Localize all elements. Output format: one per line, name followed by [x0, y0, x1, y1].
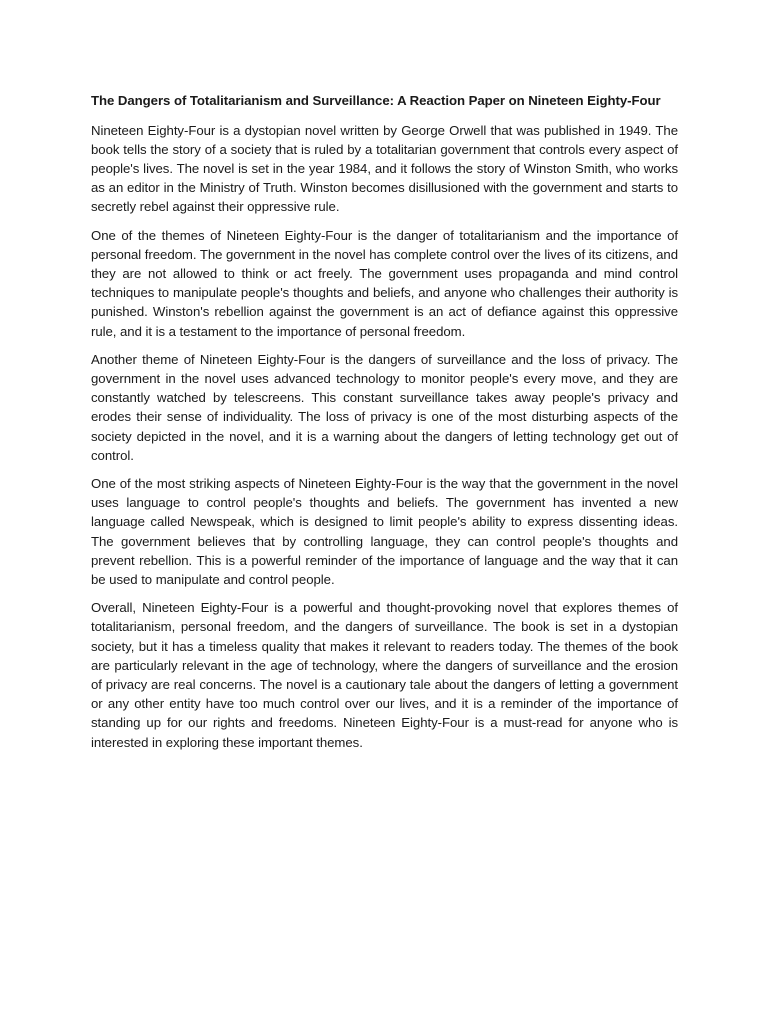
paragraph-totalitarianism-theme: One of the themes of Nineteen Eighty-Four is the danger of totalitarianism and the importance of personal freedom. The government in the novel has complete control over the lives of its citizens, and they are not allowed to think or act freely. The government uses propaganda and mind control techniques to manipulate people's thoughts and beliefs, and anyone who challenges their authority is punished. Winston's rebellion against the government is an act of defiance against this oppressive rule, and it is a testament to the importance of personal freedom. [91, 227, 678, 339]
paragraph-surveillance-theme: Another theme of Nineteen Eighty-Four is the dangers of surveillance and the loss of privacy. The government in the novel uses advanced technology to monitor people's every move, and they are constantly watched by telescreens. This constant surveillance takes away people's privacy and erodes their sense of individuality. The loss of privacy is one of the most disturbing aspects of the society depicted in the novel, and it is a warning about the dangers of letting technology get out of control. [91, 351, 678, 463]
document-title: The Dangers of Totalitarianism and Surveillance: A Reaction Paper on Nineteen Eighty-Four [91, 93, 661, 108]
paragraph-introduction: Nineteen Eighty-Four is a dystopian novel written by George Orwell that was published in 1949. The book tells the story of a society that is ruled by a totalitarian government that controls every aspect of people's lives. The novel is set in the year 1984, and it follows the story of Winston Smith, who works as an editor in the Ministry of Truth. Winston becomes disillusioned with the government and starts to secretly rebel against their oppressive rule. [91, 122, 678, 215]
document-body [91, 92, 678, 761]
paragraph-conclusion: Overall, Nineteen Eighty-Four is a powerful and thought-provoking novel that explores themes of totalitarianism, personal freedom, and the dangers of surveillance. The book is set in a dystopian society, but it has a timeless quality that makes it relevant to readers today. The themes of the book are particularly relevant in the age of technology, where the dangers of surveillance and the erosion of privacy are real concerns. The novel is a cautionary tale about the dangers of letting a government or any other entity have too much control over our lives, and it is a reminder of the importance of standing up for our rights and freedoms. Nineteen Eighty-Four is a must-read for anyone who is interested in exploring these important themes. [91, 600, 678, 750]
paragraph-language-theme: One of the most striking aspects of Nineteen Eighty-Four is the way that the government in the novel uses language to control people's thoughts and beliefs. The government has invented a new language called Newspeak, which is designed to limit people's ability to express dissenting ideas. The government believes that by controlling language, they can control people's thoughts and prevent rebellion. This is a powerful reminder of the importance of language and the way that it can be used to manipulate and control people. [91, 475, 678, 587]
